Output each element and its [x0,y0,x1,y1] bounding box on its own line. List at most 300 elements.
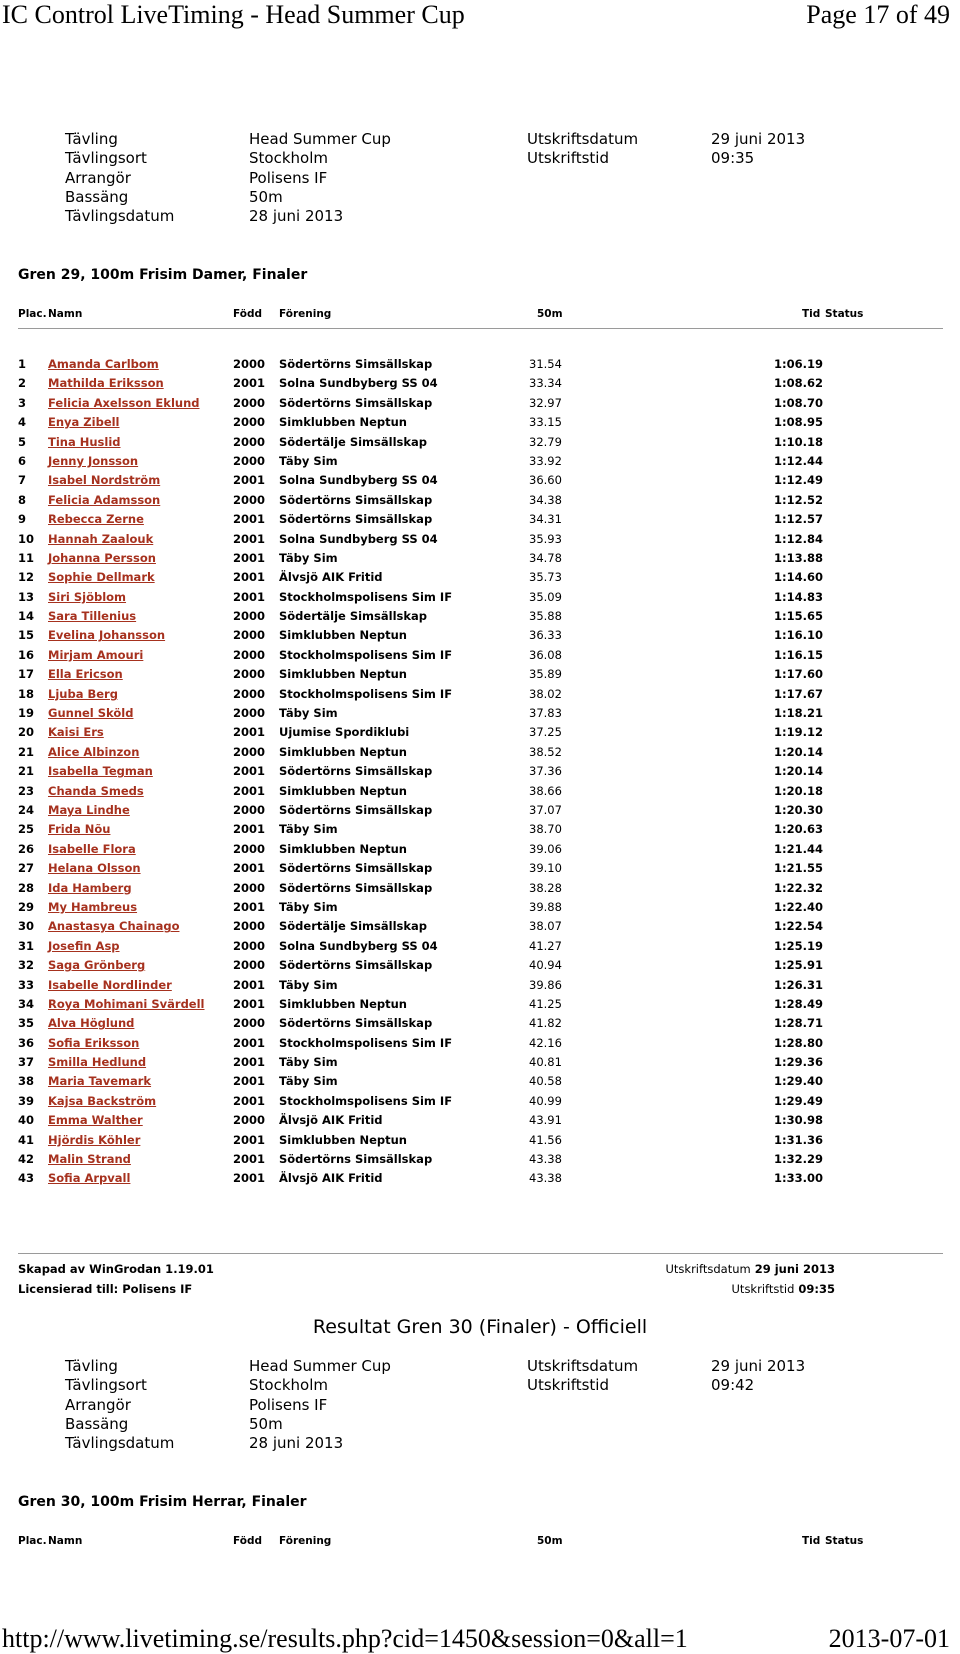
result-club: Täby Sim [279,706,338,721]
result-time: 1:28.80 [774,1035,823,1050]
result-born: 2000 [233,434,266,449]
result-split-50m: 34.38 [529,492,562,507]
athlete-name-link[interactable]: Ella Ericson [48,667,123,682]
table-row [0,977,960,996]
result-club: Solna Sundbyberg SS 04 [279,376,438,391]
result-place: 3 [18,395,27,410]
athlete-name-link[interactable]: Ida Hamberg [48,880,132,895]
result-split-50m: 35.09 [529,589,562,604]
athlete-name-link[interactable]: Maya Lindhe [48,802,130,817]
result-place: 34 [18,996,35,1011]
table-row [0,1015,960,1034]
result-split-50m: 43.91 [529,1113,562,1128]
result-split-50m: 41.56 [529,1132,562,1147]
result-split-50m: 32.79 [529,434,562,449]
table-row [0,1112,960,1131]
result-club: Simklubben Neptun [279,667,407,682]
print-footer-date: 2013-07-01 [828,1624,950,1653]
result-club: Täby Sim [279,822,338,837]
result-time: 1:25.19 [774,938,823,953]
result-born: 2000 [233,938,266,953]
athlete-name-link[interactable]: Tina Huslid [48,434,121,449]
result-club: Stockholmspolisens Sim IF [279,1035,453,1050]
result-club: Täby Sim [279,1074,338,1089]
result-born: 2001 [233,822,266,837]
table-row [0,724,960,743]
col-time: Tid [802,1535,821,1547]
table-row [0,414,960,433]
athlete-name-link[interactable]: Frida Nõu [48,822,111,837]
info-row [0,169,960,188]
athlete-name-link[interactable]: Felicia Adamsson [48,492,161,507]
result-born: 2000 [233,841,266,856]
athlete-name-link[interactable]: Jenny Jonsson [48,453,139,468]
result-place: 21 [18,764,35,779]
result-born: 2001 [233,570,266,585]
table-row [0,647,960,666]
result-split-50m: 39.86 [529,977,562,992]
result-time: 1:22.32 [774,880,823,895]
info-value: Head Summer Cup [249,1357,391,1375]
table-row [0,686,960,705]
event-title: Gren 29, 100m Frisim Damer, Finaler [18,267,308,283]
result-born: 2001 [233,1055,266,1070]
print-header-page-number: Page 17 of 49 [806,0,950,29]
result-place: 24 [18,802,35,817]
result-place: 29 [18,899,35,914]
result-split-50m: 34.78 [529,550,562,565]
result-split-50m: 33.15 [529,415,562,430]
print-date-value: 29 juni 2013 [754,1262,835,1276]
col-name: Namn [48,1535,83,1547]
athlete-name-link[interactable]: Siri Sjöblom [48,589,127,604]
athlete-name-link[interactable]: Isabella Tegman [48,764,153,779]
athlete-name-link[interactable]: Gunnel Sköld [48,706,134,721]
athlete-name-link[interactable]: Hjördis Köhler [48,1132,141,1147]
footer-rule [18,1253,943,1254]
result-club: Simklubben Neptun [279,841,407,856]
result-time: 1:16.10 [774,628,823,643]
result-time: 1:20.14 [774,744,823,759]
info-value: 28 juni 2013 [249,1434,344,1453]
table-row [0,627,960,646]
table-row [0,841,960,860]
athlete-name-link[interactable]: My Hambreus [48,899,138,914]
result-split-50m: 41.82 [529,1016,562,1031]
result-split-50m: 37.07 [529,802,562,817]
athlete-name-link[interactable]: Mirjam Amouri [48,647,144,662]
result-time: 1:21.44 [774,841,823,856]
athlete-name-link[interactable]: Kaisi Ers [48,725,104,740]
created-by: Skapad av WinGrodan 1.19.01 [18,1262,214,1276]
result-place: 4 [18,415,27,430]
result-split-50m: 38.28 [529,880,562,895]
print-header-title: IC Control LiveTiming - Head Summer Cup [2,0,465,29]
result-time: 1:29.36 [774,1055,823,1070]
result-time: 1:20.14 [774,764,823,779]
col-club: Förening [279,1535,332,1547]
result-club: Täby Sim [279,1055,338,1070]
result-place: 19 [18,706,35,721]
athlete-name-link[interactable]: Hannah Zaalouk [48,531,154,546]
header-rule [18,328,943,329]
result-born: 2001 [233,996,266,1011]
result-club: Simklubben Neptun [279,744,407,759]
info-label: Tävlingsort [65,1376,147,1395]
result-time: 1:29.40 [774,1074,823,1089]
table-row [0,860,960,879]
table-row [0,550,960,569]
result-born: 2001 [233,725,266,740]
athlete-name-link[interactable]: Isabel Nordström [48,473,161,488]
result-club: Södertörns Simsällskap [279,512,433,527]
athlete-name-link[interactable]: Emma Walther [48,1113,143,1128]
result-place: 2 [18,376,27,391]
result-time: 1:08.95 [774,415,823,430]
result-split-50m: 33.34 [529,376,562,391]
table-row [0,783,960,802]
table-row [0,1093,960,1112]
result-born: 2000 [233,647,266,662]
result-club: Södertörns Simsällskap [279,357,433,371]
athlete-name-link[interactable]: Kajsa Backström [48,1093,157,1108]
col-time: Tid [802,308,821,320]
result-time: 1:30.98 [774,1113,823,1128]
table-row [0,1170,960,1189]
result-place: 41 [18,1132,35,1147]
athlete-name-link[interactable]: Mathilda Eriksson [48,376,164,391]
result-time: 1:12.84 [774,531,823,546]
result-split-50m: 39.10 [529,861,562,876]
result-born: 2000 [233,958,266,973]
athlete-name-link[interactable]: Sofia Arpvall [48,1171,131,1186]
athlete-name-link[interactable]: Isabelle Flora [48,841,136,856]
info-label: Utskriftstid [527,149,609,168]
result-time: 1:32.29 [774,1152,823,1167]
report-footer [0,1262,960,1302]
info-value: Stockholm [249,1376,328,1395]
table-row [0,1073,960,1092]
result-place: 9 [18,512,27,527]
result-club: Södertörns Simsällskap [279,1016,433,1031]
info-value: Polisens IF [249,168,328,187]
info-label: Tävling [65,1357,118,1375]
info-row [0,207,960,226]
result-place: 33 [18,977,35,992]
result-club: Täby Sim [279,977,338,992]
table-row [0,996,960,1015]
athlete-name-link[interactable]: Amanda Carlbom [48,357,159,371]
athlete-name-link[interactable]: Smilla Hedlund [48,1055,147,1070]
info-value: Head Summer Cup [249,130,391,148]
info-value: 09:35 [711,149,755,168]
results-table [0,356,960,1190]
athlete-name-link[interactable]: Ljuba Berg [48,686,118,701]
info-label: Bassäng [65,187,129,206]
print-footer-url: http://www.livetiming.se/results.php?cid=1450&session=0&all=1 [2,1624,688,1653]
result-place: 5 [18,434,27,449]
info-row [0,1357,960,1376]
info-row [0,130,960,149]
result-time: 1:17.60 [774,667,823,682]
print-header [0,0,960,30]
result-club: Simklubben Neptun [279,415,407,430]
result-place: 36 [18,1035,35,1050]
result-time: 1:14.60 [774,570,823,585]
athlete-name-link[interactable]: Malin Strand [48,1152,131,1167]
result-split-50m: 43.38 [529,1171,562,1186]
table-row [0,918,960,937]
table-row [0,1151,960,1170]
athlete-name-link[interactable]: Alice Albinzon [48,744,140,759]
results-table-header [0,308,960,322]
result-time: 1:12.44 [774,453,823,468]
result-split-50m: 34.31 [529,512,562,527]
result-place: 43 [18,1171,35,1186]
result-place: 42 [18,1152,35,1167]
result-time: 1:18.21 [774,706,823,721]
result-time: 1:25.91 [774,958,823,973]
result-club: Täby Sim [279,453,338,468]
table-row [0,763,960,782]
result-born: 2000 [233,686,266,701]
result-born: 2001 [233,1035,266,1050]
result-time: 1:20.18 [774,783,823,798]
result-place: 10 [18,531,35,546]
info-value: 50m [249,187,283,206]
result-club: Simklubben Neptun [279,628,407,643]
result-born: 2000 [233,395,266,410]
result-born: 2001 [233,783,266,798]
col-born: Född [233,1535,262,1547]
result-born: 2001 [233,1093,266,1108]
table-row [0,453,960,472]
result-time: 1:17.67 [774,686,823,701]
result-place: 16 [18,647,35,662]
result-club: Södertörns Simsällskap [279,764,433,779]
result-club: Solna Sundbyberg SS 04 [279,531,438,546]
result-born: 2001 [233,977,266,992]
result-club: Solna Sundbyberg SS 04 [279,473,438,488]
athlete-name-link[interactable]: Isabelle Nordlinder [48,977,172,992]
info-row [0,1415,960,1434]
result-time: 1:29.49 [774,1093,823,1108]
result-born: 2000 [233,415,266,430]
result-club: Solna Sundbyberg SS 04 [279,938,438,953]
result-time: 1:12.49 [774,473,823,488]
table-row [0,1132,960,1151]
result-time: 1:13.88 [774,550,823,565]
result-place: 23 [18,783,35,798]
result-place: 30 [18,919,35,934]
result-time: 1:33.00 [774,1171,823,1186]
result-club: Södertörns Simsällskap [279,395,433,410]
result-club: Södertälje Simsällskap [279,919,428,934]
result-born: 2000 [233,492,266,507]
result-club: Södertörns Simsällskap [279,958,433,973]
athlete-name-link[interactable]: Enya Zibell [48,415,120,430]
table-row [0,821,960,840]
result-born: 2001 [233,1074,266,1089]
result-place: 25 [18,822,35,837]
result-split-50m: 37.36 [529,764,562,779]
table-row [0,395,960,414]
result-time: 1:16.15 [774,647,823,662]
result-born: 2000 [233,706,266,721]
info-value: Stockholm [249,149,328,168]
result-time: 1:06.19 [774,357,823,371]
table-row [0,492,960,511]
result-split-50m: 38.52 [529,744,562,759]
result-born: 2001 [233,473,266,488]
result-split-50m: 35.73 [529,570,562,585]
result-place: 15 [18,628,35,643]
result-born: 2000 [233,628,266,643]
col-split: 50m [537,1535,563,1547]
result-club: Simklubben Neptun [279,996,407,1011]
col-club: Förening [279,308,332,320]
col-born: Född [233,308,262,320]
results-table-header [0,1535,960,1549]
result-place: 35 [18,1016,35,1031]
result-club: Södertörns Simsällskap [279,802,433,817]
result-born: 2000 [233,357,266,371]
result-club: Älvsjö AIK Fritid [279,1171,383,1186]
table-row [0,666,960,685]
info-label: Utskriftstid [527,1376,609,1395]
col-status: Status [825,1535,864,1547]
result-place: 13 [18,589,35,604]
athlete-name-link[interactable]: Rebecca Zerne [48,512,144,527]
official-results-title: Resultat Gren 30 (Finaler) - Officiell [312,1316,648,1338]
result-split-50m: 43.38 [529,1152,562,1167]
info-label: Tävlingsdatum [65,1434,175,1453]
athlete-name-link[interactable]: Saga Grönberg [48,958,146,973]
result-club: Stockholmspolisens Sim IF [279,1093,453,1108]
result-split-50m: 37.25 [529,725,562,740]
info-row [0,188,960,207]
result-place: 1 [18,357,27,371]
result-time: 1:08.62 [774,376,823,391]
table-row [0,1035,960,1054]
result-born: 2000 [233,1016,266,1031]
info-label: Arrangör [65,168,131,187]
result-time: 1:20.63 [774,822,823,837]
info-label: Arrangör [65,1395,131,1414]
result-split-50m: 39.06 [529,841,562,856]
result-club: Södertälje Simsällskap [279,434,428,449]
result-split-50m: 38.07 [529,919,562,934]
result-split-50m: 38.66 [529,783,562,798]
col-name: Namn [48,308,83,320]
result-place: 8 [18,492,27,507]
athlete-name-link[interactable]: Sophie Dellmark [48,570,155,585]
result-time: 1:28.71 [774,1016,823,1031]
result-split-50m: 38.02 [529,686,562,701]
result-club: Södertörns Simsällskap [279,880,433,895]
athlete-name-link[interactable]: Roya Mohimani Svärdell [48,996,205,1011]
result-club: Täby Sim [279,550,338,565]
athlete-name-link[interactable]: Sara Tillenius [48,609,137,624]
athlete-name-link[interactable]: Evelina Johansson [48,628,166,643]
result-club: Södertörns Simsällskap [279,492,433,507]
print-time-value: 09:35 [798,1282,835,1296]
result-split-50m: 40.81 [529,1055,562,1070]
col-place: Plac. [18,1535,47,1547]
info-label: Bassäng [65,1414,129,1433]
result-split-50m: 41.27 [529,938,562,953]
result-club: Älvsjö AIK Fritid [279,1113,383,1128]
result-born: 2001 [233,376,266,391]
result-born: 2000 [233,919,266,934]
table-row [0,569,960,588]
result-club: Stockholmspolisens Sim IF [279,686,453,701]
result-club: Simklubben Neptun [279,783,407,798]
result-time: 1:21.55 [774,861,823,876]
athlete-name-link[interactable]: Johanna Persson [48,550,156,565]
table-row [0,589,960,608]
result-time: 1:19.12 [774,725,823,740]
info-label: Tävling [65,130,118,148]
athlete-name-link[interactable]: Helana Olsson [48,861,141,876]
print-time-label: Utskriftstid [731,1282,795,1296]
athlete-name-link[interactable]: Chanda Smeds [48,783,144,798]
result-split-50m: 32.97 [529,395,562,410]
result-split-50m: 35.93 [529,531,562,546]
result-born: 2001 [233,899,266,914]
athlete-name-link[interactable]: Maria Tavemark [48,1074,152,1089]
info-value: 50m [249,1414,283,1433]
athlete-name-link[interactable]: Sofia Eriksson [48,1035,140,1050]
result-time: 1:08.70 [774,395,823,410]
result-split-50m: 36.60 [529,473,562,488]
athlete-name-link[interactable]: Josefin Asp [48,938,120,953]
athlete-name-link[interactable]: Anastasya Chainago [48,919,180,934]
result-born: 2000 [233,880,266,895]
col-split: 50m [537,308,563,320]
result-split-50m: 36.33 [529,628,562,643]
result-time: 1:10.18 [774,434,823,449]
result-split-50m: 40.99 [529,1093,562,1108]
print-date [666,1262,836,1276]
result-born: 2001 [233,764,266,779]
athlete-name-link[interactable]: Alva Höglund [48,1016,135,1031]
event-title: Gren 30, 100m Frisim Herrar, Finaler [18,1494,307,1510]
table-row [0,899,960,918]
info-label: Utskriftsdatum [527,1357,639,1375]
table-row [0,1054,960,1073]
col-status: Status [825,308,864,320]
info-row [0,1376,960,1395]
result-club: Stockholmspolisens Sim IF [279,589,453,604]
result-split-50m: 36.08 [529,647,562,662]
table-row [0,375,960,394]
result-place: 40 [18,1113,35,1128]
table-row [0,744,960,763]
print-footer [0,1624,960,1654]
result-place: 20 [18,725,35,740]
result-split-50m: 40.94 [529,958,562,973]
info-value: 28 juni 2013 [249,207,344,226]
result-club: Södertörns Simsällskap [279,861,433,876]
result-split-50m: 37.83 [529,706,562,721]
result-place: 37 [18,1055,35,1070]
result-split-50m: 38.70 [529,822,562,837]
result-place: 14 [18,609,35,624]
result-born: 2001 [233,589,266,604]
athlete-name-link[interactable]: Felicia Axelsson Eklund [48,395,200,410]
table-row [0,356,960,375]
